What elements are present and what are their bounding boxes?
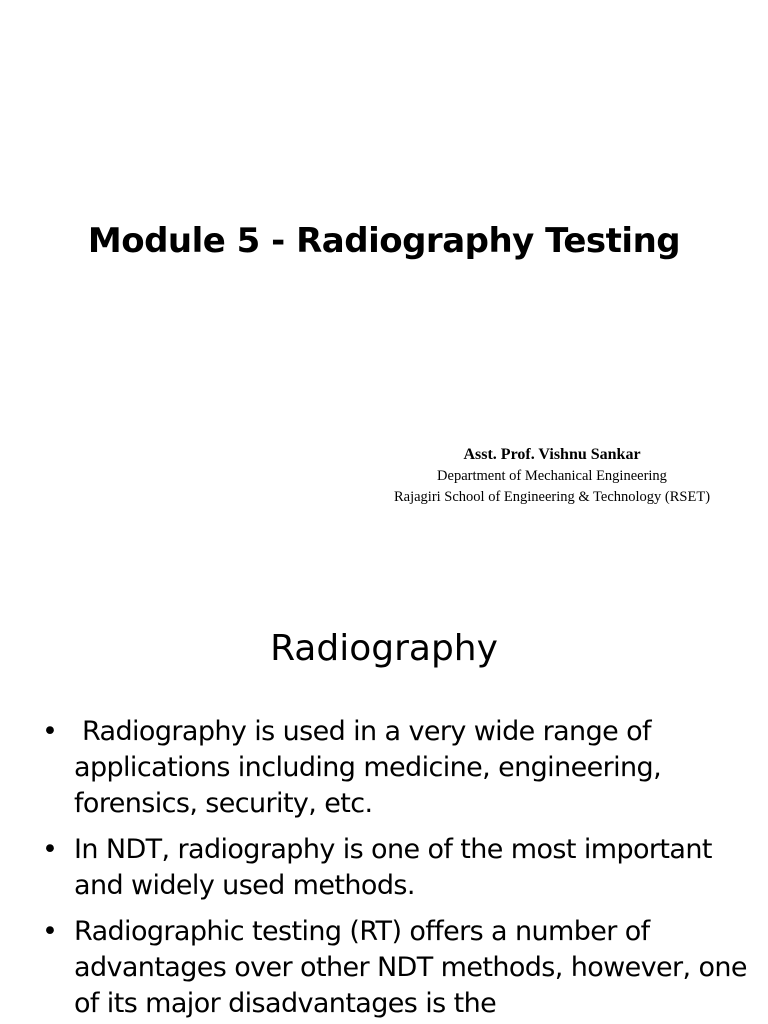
bullet-item bbox=[42, 832, 752, 904]
slide-title-heading: Module 5 - Radiography Testing bbox=[87, 221, 681, 261]
bullet-dot-icon: • bbox=[42, 834, 58, 865]
bullet-item bbox=[42, 714, 752, 822]
bullet-dot-icon: • bbox=[42, 716, 58, 747]
slide-radiography bbox=[0, 576, 768, 1024]
author-block bbox=[340, 444, 764, 508]
author-institution: Rajagiri School of Engineering & Technology (RSET) bbox=[393, 489, 711, 505]
bullet-text: Radiography is used in a very wide range of applications including medicine, engineering, forensics, security, etc. bbox=[74, 716, 670, 819]
bullet-text: In NDT, radiography is one of the most important and widely used methods. bbox=[74, 834, 712, 901]
author-department: Department of Mechanical Engineering bbox=[437, 468, 667, 484]
bullet-item bbox=[42, 914, 752, 1022]
bullet-list bbox=[42, 714, 752, 1024]
author-name: Asst. Prof. Vishnu Sankar bbox=[463, 446, 641, 463]
bullet-dot-icon: • bbox=[42, 916, 58, 947]
bullet-text: Radiographic testing (RT) offers a number of advantages over other NDT methods, however, one of its major disadvantages is the bbox=[74, 916, 747, 1019]
slide-heading: Radiography bbox=[270, 628, 498, 669]
